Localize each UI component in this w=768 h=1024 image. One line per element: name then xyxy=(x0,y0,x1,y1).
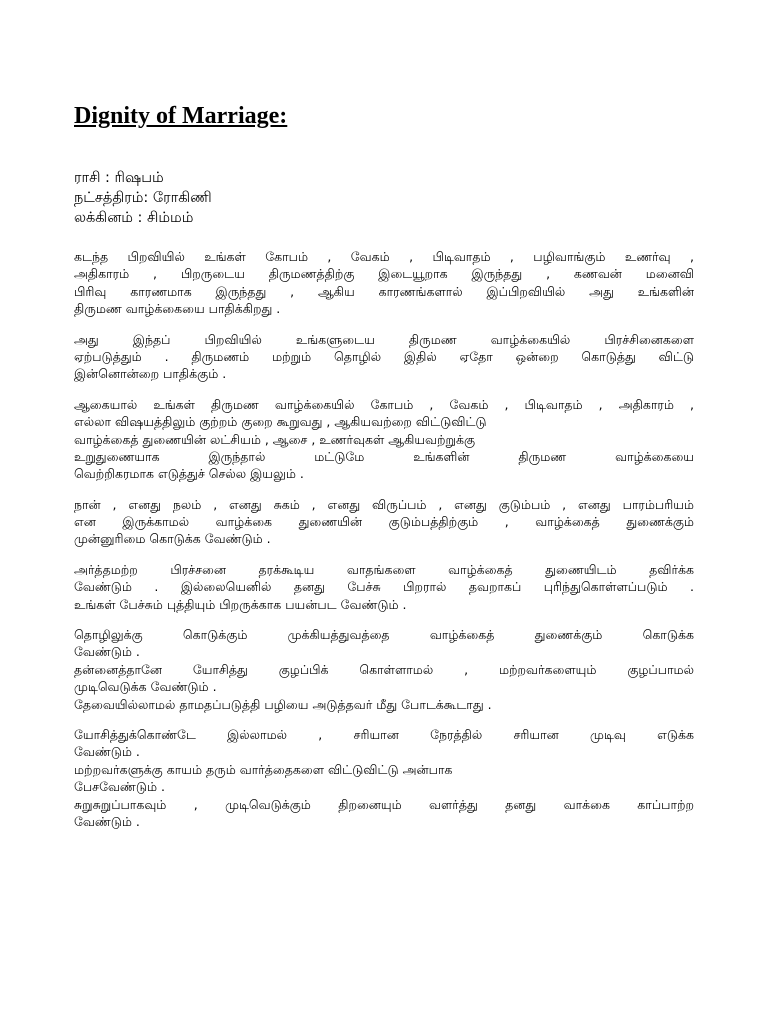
paragraph xyxy=(74,248,694,318)
lagna-line: லக்கினம் : சிம்மம் xyxy=(74,210,194,226)
text-line: தொழிலுக்கு கொடுக்கும் முக்கியத்துவத்தை வாழ்க்கைத் துணைக்கும் கொடுக்க xyxy=(74,627,694,643)
page-title: Dignity of Marriage: xyxy=(74,103,288,129)
text-line: சுறுசுறுப்பாகவும் , முடிவெடுக்கும் திறனையும் வளர்த்து தனது வாக்கை காப்பாற்ற xyxy=(74,796,694,812)
paragraph xyxy=(74,726,694,830)
horoscope-details xyxy=(74,168,694,228)
text-line: வேண்டும் . xyxy=(74,744,140,760)
rasi-line: ராசி : ரிஷபம் xyxy=(74,170,164,186)
text-line: கடந்த பிறவியில் உங்கள் கோபம் , வேகம் , பிடிவாதம் , பழிவாங்கும் உணர்வு , xyxy=(74,249,694,264)
text-line: வேண்டும் . இல்லையெனில் தனது பேச்சு பிறரால் தவறாகப் புரிந்துகொள்ளப்படும் . xyxy=(74,579,694,595)
text-line: வேண்டும் . xyxy=(74,644,140,660)
text-line: ஏற்படுத்தும் . திருமணம் மற்றும் தொழில் இதில் ஏதோ ஒன்றை கொடுத்து விட்டு xyxy=(74,348,694,364)
text-line: தன்னைத்தானே யோசித்து குழப்பிக் கொள்ளாமல் , மற்றவர்களையும் குழப்பாமல் xyxy=(74,661,694,677)
text-line: தேவையில்லாமல் தாமதப்படுத்தி பழியை அடுத்தவர் மீது போடக்கூடாது . xyxy=(74,696,492,712)
text-line: என இருக்காமல் வாழ்க்கை துணையின் குடும்பத்திற்கும் , வாழ்க்கைத் துணைக்கும் xyxy=(74,514,694,530)
text-line: யோசித்துக்கொண்டே இல்லாமல் , சரியான நேரத்தில் சரியான முடிவு எடுக்க xyxy=(74,726,694,742)
paragraph xyxy=(74,331,694,383)
document-page xyxy=(74,100,694,843)
text-line: அதிகாரம் , பிறருடைய திருமணத்திற்கு இடையூறாக இருந்தது , கணவன் மனைவி xyxy=(74,266,694,282)
text-line: உங்கள் பேச்சும் புத்தியும் பிறருக்காக பயன்பட வேண்டும் . xyxy=(74,596,407,612)
text-line: மற்றவர்களுக்கு காயம் தரும் வார்த்தைகளை விட்டுவிட்டு அன்பாக xyxy=(74,761,453,777)
text-line: இன்னொன்றை பாதிக்கும் . xyxy=(74,366,227,382)
text-line: ஆகையால் உங்கள் திருமண வாழ்க்கையில் கோபம் , வேகம் , பிடிவாதம் , அதிகாரம் , xyxy=(74,396,694,412)
text-line: வெற்றிகரமாக எடுத்துச் செல்ல இயலும் . xyxy=(74,466,304,482)
text-line: அது இந்தப் பிறவியில் உங்களுடைய திருமண வாழ்க்கையில் பிரச்சினைகளை xyxy=(74,331,694,347)
text-line: முன்னுரிமை கொடுக்க வேண்டும் . xyxy=(74,531,271,547)
text-line: நான் , எனது நலம் , எனது சுகம் , எனது விருப்பம் , எனது குடும்பம் , எனது பாரம்பரியம் xyxy=(74,496,694,512)
text-line: வேண்டும் . xyxy=(74,813,140,829)
text-line: உறுதுணையாக இருந்தால் மட்டுமே உங்களின் திருமண வாழ்க்கையை xyxy=(74,448,694,464)
text-line: எல்லா விஷயத்திலும் குற்றம் குறை கூறுவது , ஆகியவற்றை விட்டுவிட்டு xyxy=(74,414,487,430)
paragraph xyxy=(74,626,694,713)
text-line: திருமண வாழ்க்கையை பாதிக்கிறது . xyxy=(74,301,281,317)
text-line: வாழ்க்கைத் துணையின் லட்சியம் , ஆசை , உணர்வுகள் ஆகியவற்றுக்கு xyxy=(74,431,475,447)
nakshatra-line: நட்சத்திரம்: ரோகிணி xyxy=(74,190,212,206)
text-line: அர்த்தமற்ற பிரச்சனை தரக்கூடிய வாதங்களை வாழ்க்கைத் துணையிடம் தவிர்க்க xyxy=(74,561,694,577)
paragraph xyxy=(74,496,694,548)
text-line: பிரிவு காரணமாக இருந்தது , ஆகிய காரணங்களால் இப்பிறவியில் அது உங்களின் xyxy=(74,283,694,299)
paragraph xyxy=(74,561,694,613)
text-line: முடிவெடுக்க வேண்டும் . xyxy=(74,679,217,695)
text-line: பேசவேண்டும் . xyxy=(74,779,166,795)
paragraph xyxy=(74,396,694,483)
